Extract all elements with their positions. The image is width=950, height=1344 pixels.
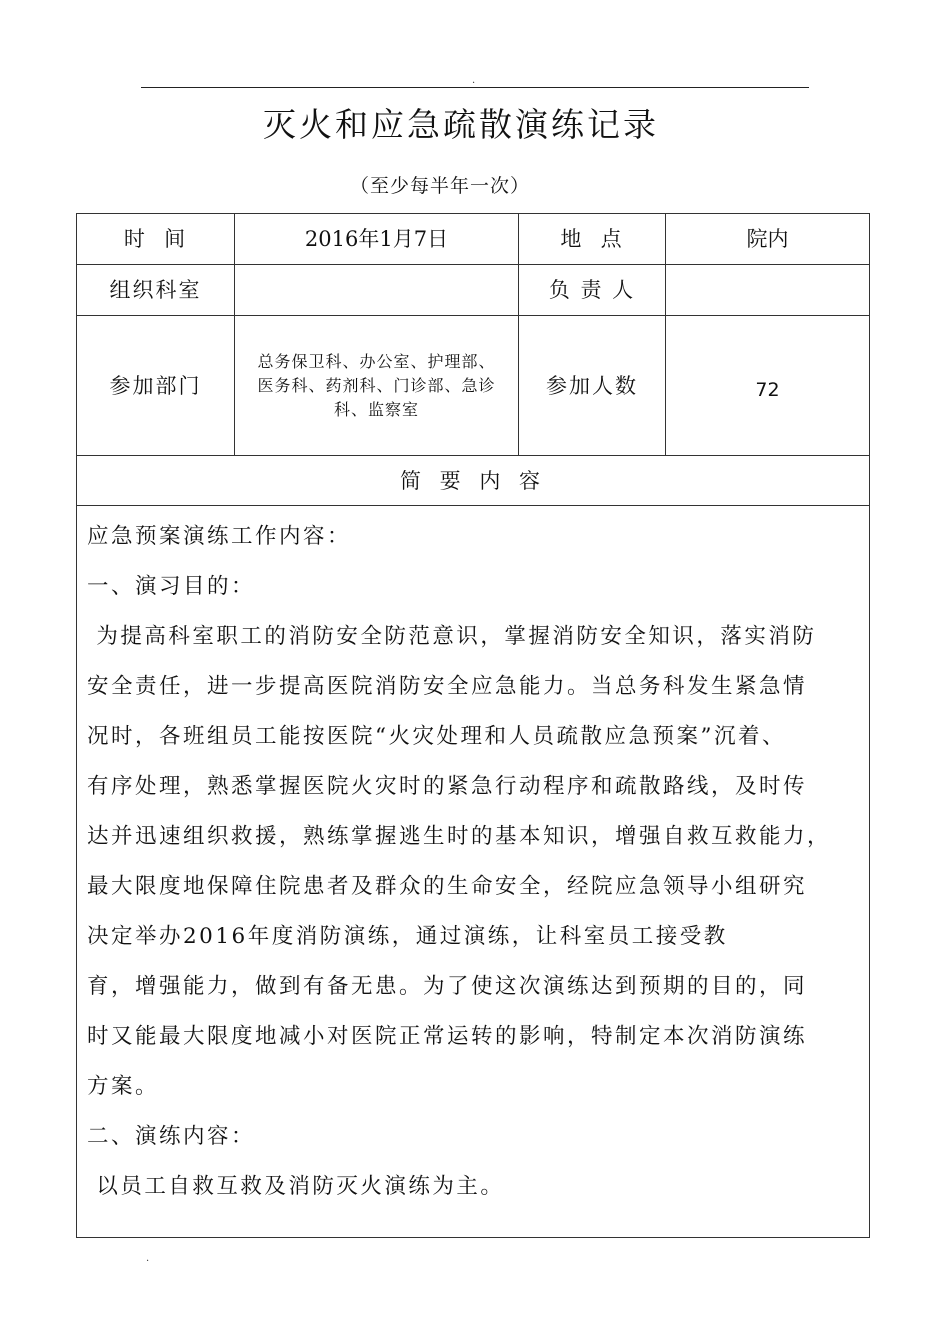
person-in-charge-value [666, 265, 870, 316]
content-line: 以员工自救互救及消防灭火演练为主。 [87, 1174, 505, 1199]
organizing-dept-value [235, 265, 519, 316]
record-table [76, 213, 870, 1238]
content-line: 育，增强能力，做到有备无患。为了使这次演练达到预期的目的，同 [87, 974, 808, 999]
participating-depts-value [235, 316, 519, 456]
content-line: 时又能最大限度地减小对医院正常运转的影响，特制定本次消防演练 [87, 1024, 808, 1049]
participating-depts-label: 参加部门 [77, 316, 235, 456]
content-line: 方案。 [87, 1074, 160, 1099]
header-rule [141, 87, 809, 88]
footer-dot: . [146, 1253, 150, 1264]
content-line: 一、演习目的： [87, 574, 256, 599]
content-row [77, 506, 870, 1238]
content-line: 有序处理，熟悉掌握医院火灾时的紧急行动程序和疏散路线，及时传 [87, 774, 808, 799]
participants-row [77, 316, 870, 456]
participant-count-label: 参加人数 [519, 316, 666, 456]
document-title: 灭火和应急疏散演练记录 [263, 105, 659, 144]
time-value: 2016年1月7日 [235, 214, 519, 265]
location-value: 院内 [666, 214, 870, 265]
content-line: 决定举办2016年度消防演练，通过演练，让科室员工接受教 [87, 924, 728, 949]
depts-line: 科、监察室 [333, 399, 419, 419]
summary-label: 简 要 内 容 [77, 456, 870, 506]
content-cell [77, 506, 870, 1238]
organizer-row [77, 265, 870, 316]
content-line: 达并迅速组织救援，熟练掌握逃生时的基本知识，增强自救互救能力， [87, 824, 832, 849]
document-subtitle: （至少每半年一次） [349, 175, 530, 197]
content-line: 最大限度地保障住院患者及群众的生命安全，经院应急领导小组研究 [87, 874, 808, 899]
content-line: 况时，各班组员工能按医院“火灾处理和人员疏散应急预案”沉着、 [87, 724, 786, 749]
person-in-charge-label: 负 责 人 [519, 265, 666, 316]
content-line: 安全责任，进一步提高医院消防安全应急能力。当总务科发生紧急情 [87, 674, 808, 699]
time-row [77, 214, 870, 265]
summary-header-row [77, 456, 870, 506]
location-label: 地 点 [519, 214, 666, 265]
depts-line: 医务科、药剂科、门诊部、急诊 [257, 375, 496, 395]
content-line: 应急预案演练工作内容： [87, 524, 352, 549]
participant-count-value: 72 [666, 316, 870, 456]
organizing-dept-label: 组织科室 [77, 265, 235, 316]
time-label: 时 间 [77, 214, 235, 265]
header-dot: . [472, 75, 476, 86]
content-line: 为提高科室职工的消防安全防范意识，掌握消防安全知识，落实消防 [87, 624, 817, 649]
depts-line: 总务保卫科、办公室、护理部、 [257, 351, 496, 371]
content-line: 二、演练内容： [87, 1124, 256, 1149]
